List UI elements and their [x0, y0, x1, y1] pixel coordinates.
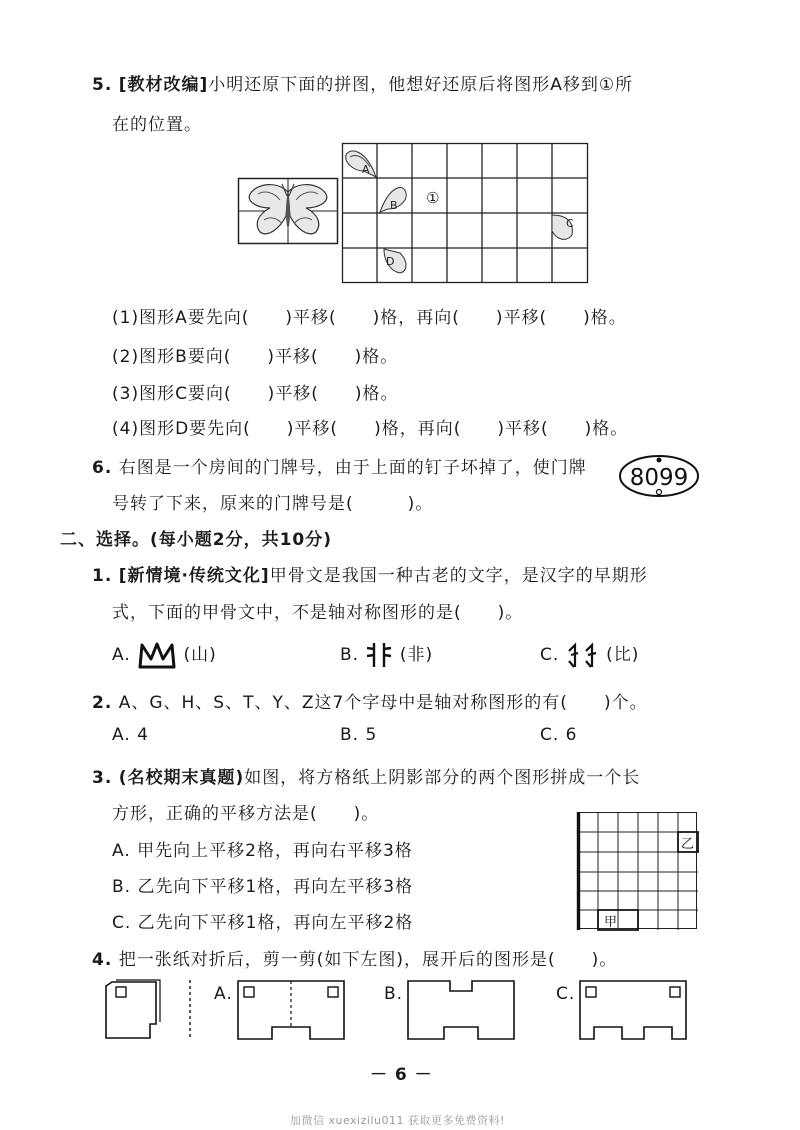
c1-option-b-letter: B. — [340, 645, 360, 665]
c2-option-c[interactable]: C. 6 — [540, 725, 578, 745]
label-target: ① — [426, 189, 440, 207]
page-number: － 6 － — [370, 1065, 433, 1085]
c3-option-b[interactable]: B. 乙先向下平移1格，再向左平移3格 — [112, 877, 414, 897]
door-plate — [618, 452, 700, 498]
c3-option-a[interactable]: A. 甲先向上平移2格，再向右平移3格 — [112, 841, 413, 861]
c1-option-b-char: (非) — [399, 645, 434, 665]
label-c: C — [566, 217, 574, 230]
c3-option-c[interactable]: C. 乙先向下平移1格，再向左平移2格 — [112, 913, 414, 933]
butterfly-figure — [238, 178, 338, 244]
shift-grid-figure — [578, 812, 698, 930]
q5-text-1: 小明还原下面的拼图，他想好还原后将图形A移到①所 — [208, 75, 634, 95]
c1-option-a-letter: A. — [112, 645, 131, 665]
c1-option-b[interactable] — [340, 640, 433, 669]
label-jia: 甲 — [604, 915, 618, 930]
c3-tag: (名校期末真题) — [118, 768, 245, 788]
c1-option-a-char: (山) — [183, 645, 217, 665]
oracle-shan-glyph — [137, 641, 177, 669]
c1-number: 1. — [92, 566, 113, 586]
label-a: A — [362, 163, 370, 176]
q6-line1 — [92, 453, 587, 478]
c4-option-c-figure[interactable] — [578, 979, 688, 1043]
q5-line1 — [92, 70, 633, 95]
c2-option-b[interactable]: B. 5 — [340, 725, 378, 745]
c1-option-c-letter: C. — [540, 645, 560, 665]
c3-line1 — [92, 763, 640, 788]
c1-text-2: 式，下面的甲骨文中，不是轴对称图形的是( )。 — [112, 603, 524, 623]
q5-number: 5. — [92, 75, 113, 95]
c4-line — [92, 945, 617, 970]
c2-number: 2. — [92, 693, 113, 713]
oracle-bi-glyph — [566, 641, 600, 669]
q5-sub-3: (3)图形C要向( )平移( )格。 — [112, 384, 399, 404]
c4-number: 4. — [92, 950, 113, 970]
c1-line1 — [92, 561, 648, 586]
c2-option-a[interactable]: A. 4 — [112, 725, 149, 745]
label-b: B — [390, 199, 398, 212]
footer-watermark: 加微信 xuexizilu011 获取更多免费资料! — [290, 1114, 505, 1127]
q6-text-1: 右图是一个房间的门牌号，由于上面的钉子坏掉了，使门牌 — [118, 458, 587, 478]
q5-tag: [教材改编] — [118, 75, 209, 95]
c4-option-c-label[interactable]: C. — [556, 984, 576, 1004]
c1-option-c-char: (比) — [606, 645, 640, 665]
c3-text-2: 方形，正确的平移方法是( )。 — [112, 804, 380, 824]
c4-text: 把一张纸对折后，剪一剪(如下左图)，展开后的图形是( )。 — [118, 950, 618, 970]
puzzle-grid — [342, 143, 588, 283]
label-yi: 乙 — [681, 837, 695, 852]
oracle-fei-glyph — [365, 641, 393, 669]
folded-paper-figure — [104, 978, 194, 1042]
c3-number: 3. — [92, 768, 113, 788]
section2-title: 二、选择。(每小题2分，共10分) — [60, 530, 333, 550]
c4-option-b-figure[interactable] — [406, 979, 516, 1043]
q6-text-2: 号转了下来，原来的门牌号是( )。 — [112, 494, 434, 514]
q5-sub-2: (2)图形B要向( )平移( )格。 — [112, 347, 399, 367]
q5-sub-4: (4)图形D要先向( )平移( )格，再向( )平移( )格。 — [112, 419, 629, 439]
q5-sub-1: (1)图形A要先向( )平移( )格，再向( )平移( )格。 — [112, 308, 627, 328]
c4-option-b-label[interactable]: B. — [384, 984, 404, 1004]
c1-text-1: 甲骨文是我国一种古老的文字，是汉字的早期形 — [269, 566, 648, 586]
door-plate-number: 8099 — [629, 465, 689, 491]
c1-option-c[interactable] — [540, 640, 639, 669]
label-d: D — [386, 255, 395, 268]
c2-text: A、G、H、S、T、Y、Z这7个字母中是轴对称图形的有( )个。 — [118, 693, 648, 713]
c3-text-1: 如图，将方格纸上阴影部分的两个图形拼成一个长 — [244, 768, 641, 788]
q5-text-2: 在的位置。 — [112, 115, 202, 135]
q6-number: 6. — [92, 458, 113, 478]
c4-option-a-label[interactable]: A. — [214, 984, 233, 1004]
c1-option-a[interactable] — [112, 640, 217, 669]
c1-tag: [新情境·传统文化] — [118, 566, 270, 586]
c4-option-a-figure[interactable] — [236, 979, 346, 1043]
c2-line — [92, 688, 648, 713]
